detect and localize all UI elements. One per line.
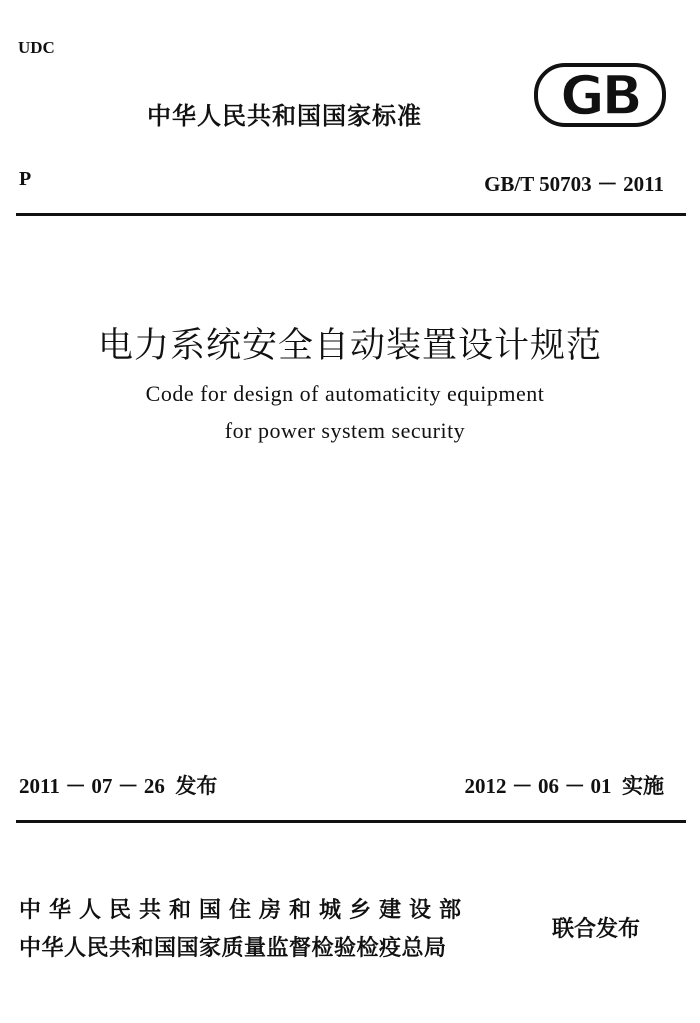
issue-date: 2011 － 07 － 26 发布 bbox=[19, 774, 218, 798]
title-chinese: 电力系统安全自动装置设计规范 bbox=[97, 326, 602, 366]
title-english-line-2: for power system security bbox=[224, 418, 466, 443]
joint-issue-label: 联合发布 bbox=[552, 917, 641, 942]
udc-label: UDC bbox=[18, 38, 55, 57]
implementation-date: 2012 － 06 － 01 实施 bbox=[464, 774, 664, 798]
classification-code: P bbox=[19, 168, 32, 190]
gb-logo-icon bbox=[532, 62, 668, 128]
gb-logo-text: GB bbox=[560, 64, 640, 127]
standard-kind-title: 中华人民共和国国家标准 bbox=[147, 102, 422, 130]
bottom-divider bbox=[16, 820, 686, 823]
title-english-line-1: Code for design of automaticity equipment bbox=[145, 381, 545, 406]
top-divider bbox=[16, 213, 686, 216]
publisher-line-1: 中华人民共和国住房和城乡建设部 bbox=[19, 898, 470, 923]
publisher-line-2: 中华人民共和国国家质量监督检验检疫总局 bbox=[19, 936, 447, 961]
standard-number: GB/T 50703 － 2011 bbox=[484, 172, 664, 196]
